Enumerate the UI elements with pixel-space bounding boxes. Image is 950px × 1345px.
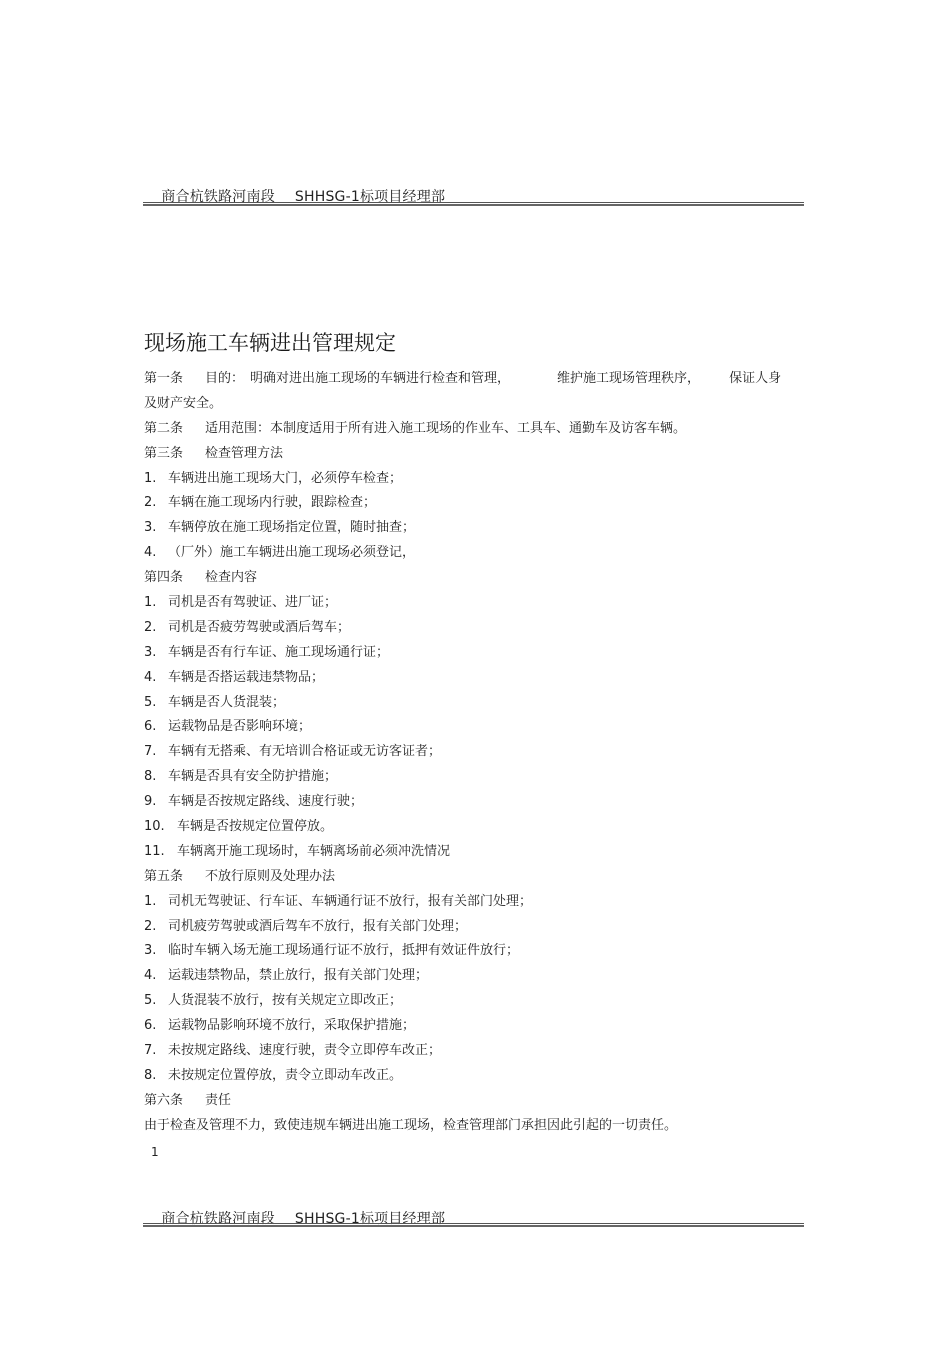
list-item: 7. 车辆有无搭乘、有无培训合格证或无访客证者； <box>144 744 442 760</box>
list-item: 5. 人货混装不放行，按有关规定立即改正； <box>144 993 403 1009</box>
footer-rule-top <box>143 1223 804 1224</box>
document-title: 现场施工车辆进出管理规定 <box>144 331 396 355</box>
list-item: 6. 运载物品影响环境不放行，采取保护措施； <box>144 1018 416 1034</box>
list-item: 11. 车辆离开施工现场时，车辆离场前必须冲洗情况 <box>144 843 451 859</box>
list-item: 5. 车辆是否人货混装； <box>144 694 286 710</box>
article-3-line <box>144 442 804 467</box>
article-4-label: 第四条 <box>144 570 184 586</box>
article-6-head: 责任 <box>205 1092 232 1108</box>
article-5-label: 第五条 <box>144 868 184 884</box>
list-item: 8. 车辆是否具有安全防护措施； <box>144 769 338 785</box>
list-item: 8. 未按规定位置停放，责令立即动车改正。 <box>144 1067 403 1083</box>
list-item: 7. 未按规定路线、速度行驶，责令立即停车改正； <box>144 1043 442 1059</box>
header-org: 商合杭铁路河南段 <box>161 189 275 205</box>
article-4-line <box>144 566 804 591</box>
list-item: 1. 司机无驾驶证、行车证、车辆通行证不放行，报有关部门处理； <box>144 893 533 909</box>
article-3-label: 第三条 <box>144 445 184 461</box>
article-1-label: 第一条 <box>144 371 184 386</box>
header-rule-bottom <box>143 204 804 206</box>
document-body <box>144 367 804 1139</box>
article-6-line <box>144 1089 804 1114</box>
article-4-head: 检查内容 <box>205 570 258 586</box>
header-dept: SHHSG-1标项目经理部 <box>294 189 446 205</box>
article-6-label: 第六条 <box>144 1092 184 1108</box>
article-3-head: 检查管理方法 <box>205 445 284 461</box>
list-item: 10. 车辆是否按规定位置停放。 <box>144 819 334 835</box>
article-2-line <box>144 417 804 442</box>
list-item: 1. 车辆进出施工现场大门，必须停车检查； <box>144 470 403 486</box>
list-item: 4. （厂外）施工车辆进出施工现场必须登记， <box>144 545 416 561</box>
list-item: 4. 运载违禁物品，禁止放行，报有关部门处理； <box>144 968 429 984</box>
footer-rule-bottom <box>143 1225 804 1227</box>
list-item: 3. 车辆停放在施工现场指定位置，随时抽查； <box>144 520 416 536</box>
list-item: 9. 车辆是否按规定路线、速度行驶； <box>144 794 364 810</box>
footer-dept: SHHSG-1标项目经理部 <box>294 1211 446 1227</box>
footer-org: 商合杭铁路河南段 <box>161 1211 275 1227</box>
list-item: 6. 运载物品是否影响环境； <box>144 719 312 735</box>
article-1-text-b: 维护施工现场管理秩序， <box>557 371 701 386</box>
list-item: 3. 车辆是否有行车证、施工现场通行证； <box>144 644 390 660</box>
article-6-text: 由于检查及管理不力，致使违规车辆进出施工现场，检查管理部门承担因此引起的一切责任。 <box>144 1117 678 1133</box>
list-item: 4. 车辆是否搭运载违禁物品； <box>144 669 325 685</box>
article-2-text: 适用范围：本制度适用于所有进入施工现场的作业车、工具车、通勤车及访客车辆。 <box>205 420 687 436</box>
article-2-label: 第二条 <box>144 420 184 436</box>
header-rule-top <box>143 202 804 203</box>
page-number: 1 <box>151 1145 159 1159</box>
article-1-cont: 及财产安全。 <box>144 395 223 411</box>
page-header <box>152 170 445 206</box>
article-1-head: 目的： <box>205 371 245 386</box>
list-item: 2. 车辆在施工现场内行驶，跟踪检查； <box>144 495 377 511</box>
article-1-line <box>144 367 804 392</box>
article-1-text-a: 明确对进出施工现场的车辆进行检查和管理， <box>250 371 511 386</box>
list-item: 3. 临时车辆入场无施工现场通行证不放行，抵押有效证件放行； <box>144 943 520 959</box>
article-1-text-c: 保证人身 <box>729 371 782 386</box>
list-item: 1. 司机是否有驾驶证、进厂证； <box>144 595 338 611</box>
list-item: 2. 司机疲劳驾驶或酒后驾车不放行，报有关部门处理； <box>144 918 468 934</box>
article-5-line <box>144 865 804 890</box>
list-item: 2. 司机是否疲劳驾驶或酒后驾车； <box>144 619 351 635</box>
article-5-head: 不放行原则及处理办法 <box>205 868 336 884</box>
